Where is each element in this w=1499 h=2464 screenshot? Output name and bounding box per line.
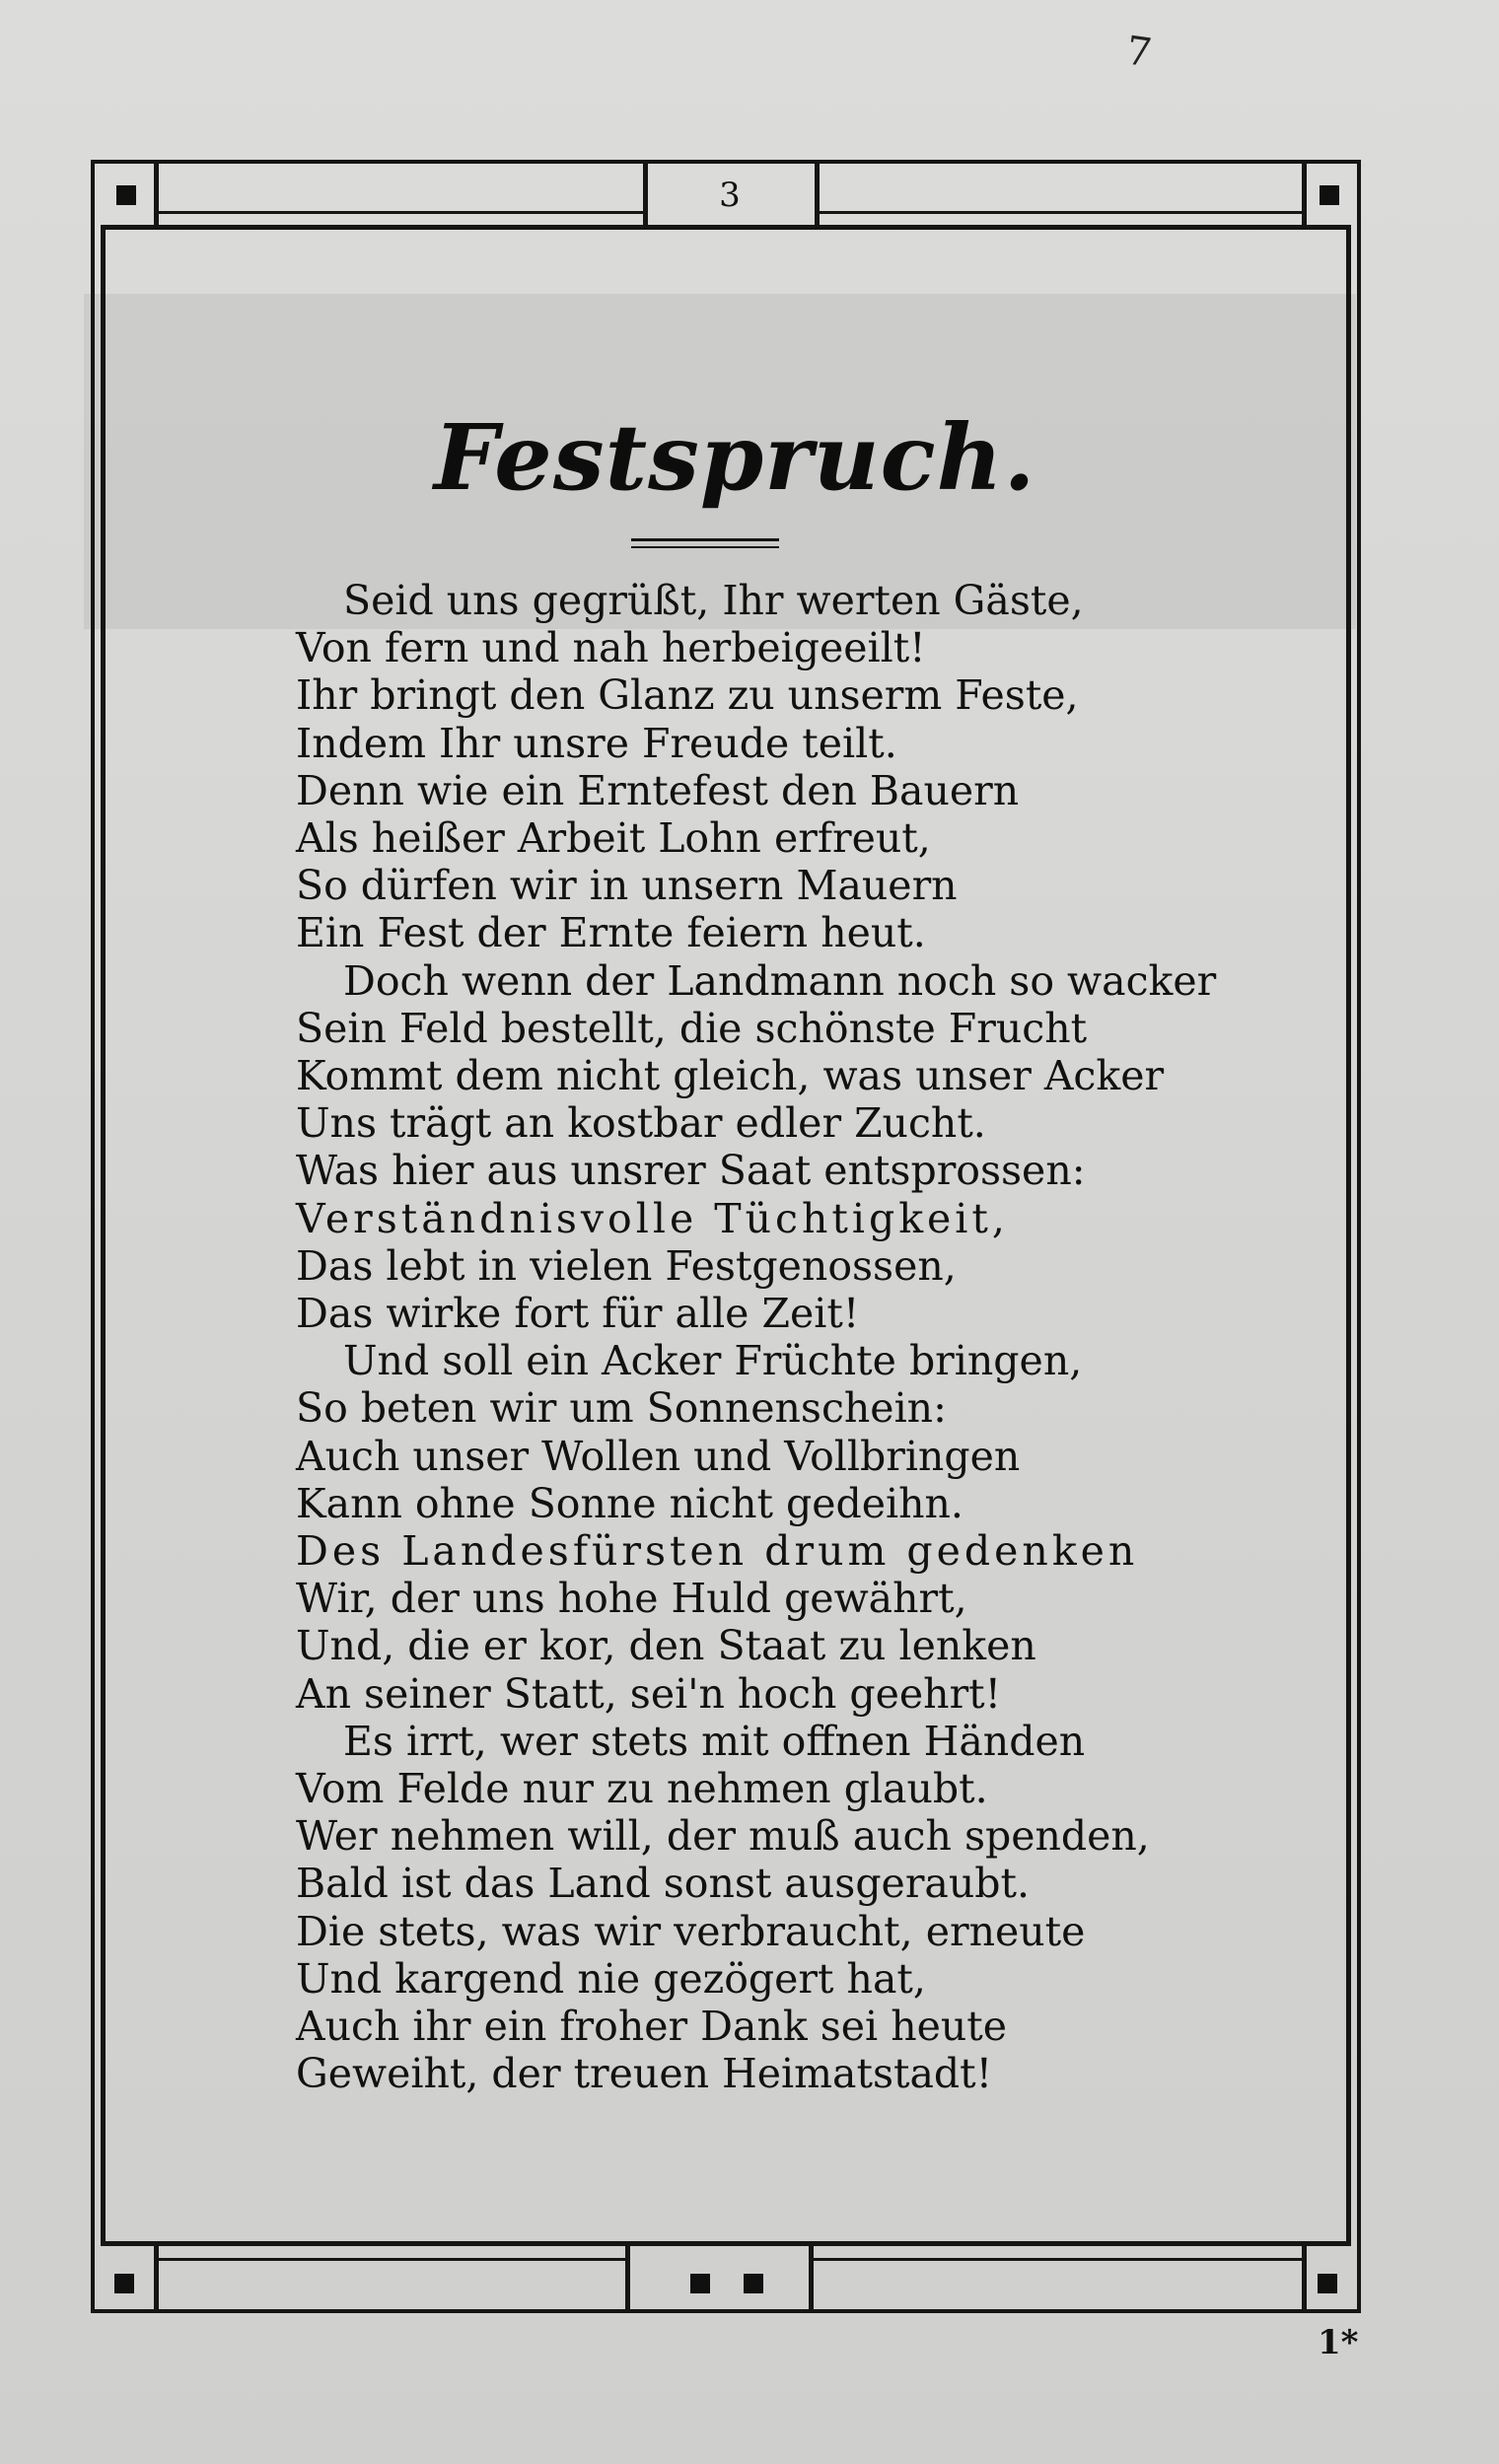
top-band-divider: [815, 164, 820, 225]
poem-body: [296, 577, 1243, 2098]
poem-line: Das wirke fort für alle Zeit!: [296, 1290, 860, 1338]
stanza: [296, 1718, 1243, 2098]
poem-line: Indem Ihr unsre Freude teilt.: [296, 719, 897, 767]
top-band-divider: [1302, 164, 1307, 225]
title-underline: [631, 538, 779, 541]
stanza: [296, 1337, 1243, 1718]
top-band-rule: [819, 211, 1302, 214]
poem-line: Sein Feld bestellt, die schönste Frucht: [296, 1004, 1088, 1052]
corner-square-ornament: [1318, 2274, 1337, 2293]
poem-line: Uns trägt an kostbar edler Zucht.: [296, 1099, 986, 1148]
poem-line-emphasized: Verständnisvolle Tüchtigkeit,: [296, 1194, 1009, 1242]
poem-line: Geweiht, der treuen Heimatstadt!: [296, 2050, 993, 2098]
poem-line: Wer nehmen will, der muß auch spenden,: [296, 1812, 1150, 1861]
poem-line: Auch unser Wollen und Vollbringen: [296, 1432, 1021, 1480]
poem-line: Kann ohne Sonne nicht gedeihn.: [296, 1479, 964, 1527]
bottom-band-divider: [809, 2246, 814, 2309]
poem-line: Seid uns gegrüßt, Ihr werten Gäste,: [343, 577, 1084, 624]
bottom-band-divider: [154, 2246, 159, 2309]
bottom-band-rule: [158, 2258, 625, 2261]
poem-line: Vom Felde nur zu nehmen glaubt.: [296, 1765, 988, 1813]
poem-line: Ein Fest der Ernte feiern heut.: [296, 909, 926, 957]
corner-square-ornament: [1320, 185, 1339, 205]
corner-pencil-mark: 7: [1122, 28, 1155, 77]
poem-line: An seiner Statt, sei'n hoch geehrt!: [296, 1669, 1002, 1718]
poem-line: Bald ist das Land sonst ausgeraubt.: [296, 1860, 1031, 1908]
poem-line: Doch wenn der Landmann noch so wacker: [343, 956, 1217, 1005]
poem-line: So dürfen wir in unsern Mauern: [296, 862, 958, 910]
poem-title: Festspruch.: [434, 404, 1036, 511]
poem-line: Denn wie ein Erntefest den Bauern: [296, 766, 1020, 814]
poem-line: Was hier aus unsrer Saat entsprossen:: [296, 1147, 1086, 1195]
poem-line: Kommt dem nicht gleich, was unser Acker: [296, 1052, 1165, 1100]
top-band-divider: [643, 164, 648, 225]
corner-square-ornament: [116, 185, 136, 205]
corner-square-ornament: [114, 2274, 134, 2293]
stanza: [296, 577, 1243, 957]
poem-line: Die stets, was wir verbraucht, erneute: [296, 1907, 1086, 1955]
poem-line: Und soll ein Acker Früchte bringen,: [343, 1337, 1083, 1385]
center-square-ornament: [690, 2274, 710, 2293]
poem-line: Und, die er kor, den Staat zu lenken: [296, 1622, 1036, 1670]
stanza: [296, 957, 1243, 1338]
title-underline: [631, 546, 779, 548]
bottom-band-rule: [813, 2258, 1302, 2261]
poem-line: Es irrt, wer stets mit offnen Händen: [343, 1717, 1086, 1765]
poem-line: Das lebt in vielen Festgenossen,: [296, 1241, 957, 1290]
poem-line-emphasized: Des Landesfürsten drum gedenken: [296, 1527, 1139, 1576]
poem-line: Ihr bringt den Glanz zu unserm Feste,: [296, 671, 1079, 720]
center-square-ornament: [744, 2274, 763, 2293]
poem-line: Und kargend nie gezögert hat,: [296, 1954, 926, 2003]
top-band-divider: [154, 164, 159, 225]
signature-mark: 1*: [1318, 2323, 1359, 2362]
bottom-band-divider: [625, 2246, 630, 2309]
poem-line: Wir, der uns hohe Huld gewährt,: [296, 1575, 967, 1623]
page-number: 3: [719, 176, 741, 215]
poem-line: Als heißer Arbeit Lohn erfreut,: [296, 814, 931, 863]
bottom-band-divider: [1302, 2246, 1307, 2309]
top-band-rule: [158, 211, 643, 214]
poem-line: Auch ihr ein froher Dank sei heute: [296, 2003, 1008, 2051]
poem-line: Von fern und nah herbeigeeilt!: [296, 624, 926, 672]
poem-line: So beten wir um Sonnenschein:: [296, 1384, 947, 1433]
